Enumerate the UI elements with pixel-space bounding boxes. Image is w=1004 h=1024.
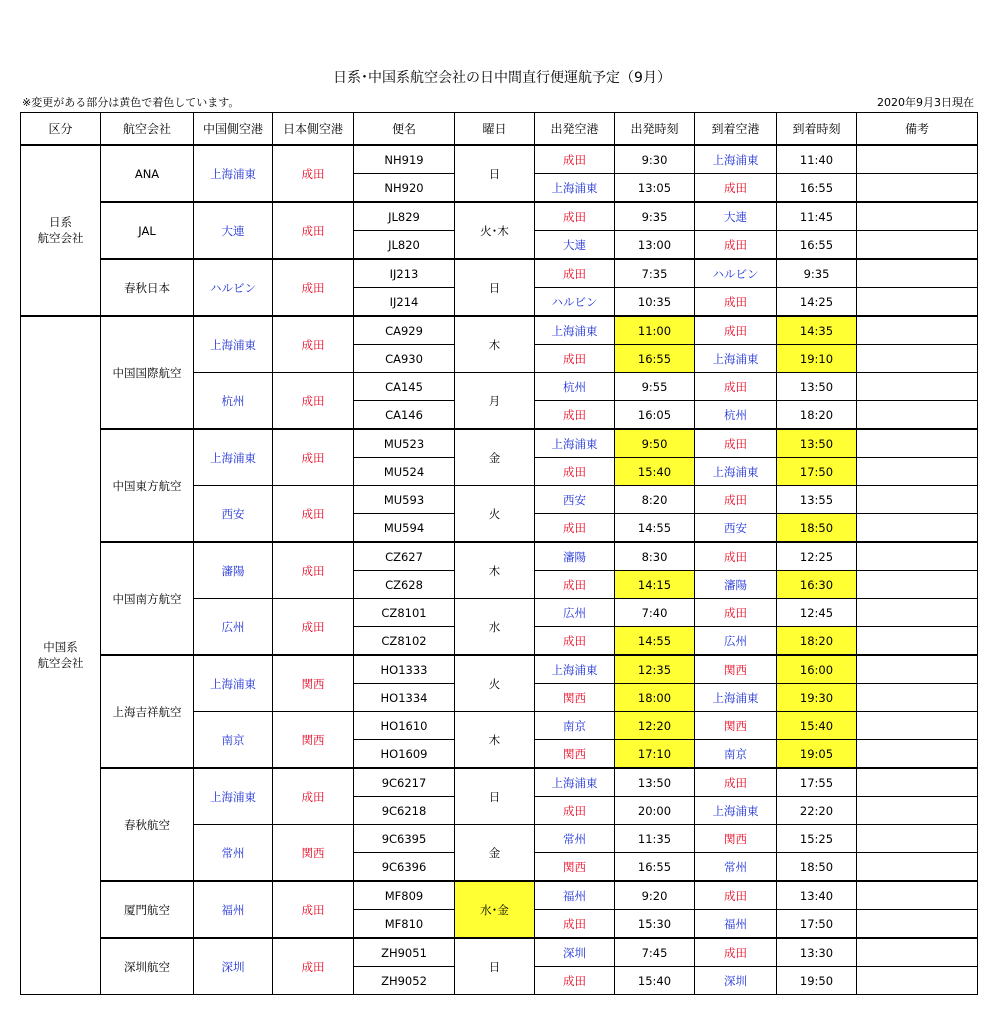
flight-no-cell: HO1609 [354, 740, 455, 769]
flight-no-cell: IJ213 [354, 259, 455, 288]
departure-airport-cell: 成田 [535, 797, 615, 825]
china-airport-cell: 上海浦東 [194, 429, 273, 486]
japan-airport-cell: 成田 [273, 202, 354, 259]
header-row [21, 113, 978, 146]
flight-no-cell: NH919 [354, 145, 455, 174]
header-remarks: 備考 [857, 113, 978, 146]
arrival-airport-cell: 福州 [695, 910, 777, 939]
departure-time-cell: 12:35 [615, 655, 695, 684]
remarks-cell [857, 259, 978, 288]
remarks-cell [857, 373, 978, 401]
table-row [21, 655, 978, 684]
remarks-cell [857, 712, 978, 740]
weekday-cell: 火 [455, 486, 535, 543]
china-airport-cell: 常州 [194, 825, 273, 882]
remarks-cell [857, 429, 978, 458]
remarks-cell [857, 288, 978, 317]
arrival-time-cell: 16:55 [777, 231, 857, 260]
japan-airport-cell: 成田 [273, 373, 354, 430]
arrival-time-cell: 19:50 [777, 967, 857, 995]
flight-no-cell: CA146 [354, 401, 455, 430]
arrival-time-cell: 11:45 [777, 202, 857, 231]
japan-airport-cell: 成田 [273, 938, 354, 995]
china-airport-cell: 福州 [194, 881, 273, 938]
departure-time-cell: 13:50 [615, 768, 695, 797]
header-weekday: 曜日 [455, 113, 535, 146]
remarks-cell [857, 881, 978, 910]
airline-cell: JAL [101, 202, 194, 259]
departure-time-cell: 9:20 [615, 881, 695, 910]
table-row [21, 202, 978, 231]
japan-airport-cell: 関西 [273, 655, 354, 712]
flight-no-cell: CZ628 [354, 571, 455, 599]
arrival-time-cell: 16:55 [777, 174, 857, 203]
arrival-airport-cell: 成田 [695, 486, 777, 514]
page-title: 日系･中国系航空会社の日中間直行便運航予定（9月） [333, 70, 671, 86]
departure-airport-cell: 広州 [535, 599, 615, 627]
japan-airport-cell: 成田 [273, 486, 354, 543]
remarks-cell [857, 655, 978, 684]
weekday-cell: 火･木 [455, 202, 535, 259]
departure-time-cell: 16:55 [615, 345, 695, 373]
departure-airport-cell: 常州 [535, 825, 615, 853]
arrival-airport-cell: 関西 [695, 655, 777, 684]
arrival-airport-cell: 杭州 [695, 401, 777, 430]
flight-no-cell: JL820 [354, 231, 455, 260]
flight-no-cell: ZH9051 [354, 938, 455, 967]
remarks-cell [857, 486, 978, 514]
departure-airport-cell: 上海浦東 [535, 655, 615, 684]
arrival-airport-cell: 成田 [695, 231, 777, 260]
arrival-time-cell: 17:50 [777, 458, 857, 486]
table-row [21, 316, 978, 345]
flight-no-cell: MU524 [354, 458, 455, 486]
flight-no-cell: CZ8101 [354, 599, 455, 627]
japan-airport-cell: 関西 [273, 712, 354, 769]
china-airport-cell: 上海浦東 [194, 145, 273, 202]
weekday-cell: 木 [455, 712, 535, 769]
weekday-cell: 木 [455, 316, 535, 373]
header-japan-airport: 日本側空港 [273, 113, 354, 146]
remarks-cell [857, 514, 978, 543]
remarks-cell [857, 599, 978, 627]
departure-time-cell: 17:10 [615, 740, 695, 769]
flight-no-cell: MF809 [354, 881, 455, 910]
china-airport-cell: 上海浦東 [194, 316, 273, 373]
departure-airport-cell: 成田 [535, 571, 615, 599]
arrival-airport-cell: 瀋陽 [695, 571, 777, 599]
remarks-cell [857, 910, 978, 939]
flight-no-cell: CA929 [354, 316, 455, 345]
arrival-airport-cell: 常州 [695, 853, 777, 882]
departure-airport-cell: 成田 [535, 967, 615, 995]
departure-airport-cell: 成田 [535, 627, 615, 656]
header-china-airport: 中国側空港 [194, 113, 273, 146]
arrival-time-cell: 9:35 [777, 259, 857, 288]
japan-airport-cell: 成田 [273, 881, 354, 938]
airline-cell: 厦門航空 [101, 881, 194, 938]
remarks-cell [857, 571, 978, 599]
arrival-airport-cell: 深圳 [695, 967, 777, 995]
flight-no-cell: MU594 [354, 514, 455, 543]
departure-airport-cell: 福州 [535, 881, 615, 910]
departure-airport-cell: 大連 [535, 231, 615, 260]
flight-no-cell: HO1333 [354, 655, 455, 684]
china-airport-cell: 広州 [194, 599, 273, 656]
arrival-time-cell: 19:30 [777, 684, 857, 712]
departure-time-cell: 15:30 [615, 910, 695, 939]
highlight-note: ※変更がある部分は黄色で着色しています。 [22, 96, 240, 109]
arrival-time-cell: 18:20 [777, 401, 857, 430]
table-row [21, 938, 978, 967]
departure-airport-cell: 瀋陽 [535, 542, 615, 571]
departure-airport-cell: 成田 [535, 458, 615, 486]
table-row [21, 768, 978, 797]
remarks-cell [857, 853, 978, 882]
arrival-time-cell: 12:25 [777, 542, 857, 571]
remarks-cell [857, 938, 978, 967]
arrival-time-cell: 13:50 [777, 373, 857, 401]
arrival-airport-cell: 関西 [695, 712, 777, 740]
table-row [21, 259, 978, 288]
departure-time-cell: 18:00 [615, 684, 695, 712]
japan-airport-cell: 成田 [273, 542, 354, 599]
weekday-cell: 水･金 [455, 881, 535, 938]
arrival-airport-cell: 成田 [695, 768, 777, 797]
arrival-airport-cell: 成田 [695, 174, 777, 203]
departure-time-cell: 14:15 [615, 571, 695, 599]
japan-airport-cell: 成田 [273, 429, 354, 486]
header-arrival-time: 到着時刻 [777, 113, 857, 146]
as-of-date: 2020年9月3日現在 [877, 96, 974, 109]
flight-no-cell: MU523 [354, 429, 455, 458]
remarks-cell [857, 145, 978, 174]
airline-cell: 春秋日本 [101, 259, 194, 316]
remarks-cell [857, 768, 978, 797]
arrival-time-cell: 16:00 [777, 655, 857, 684]
arrival-time-cell: 18:50 [777, 853, 857, 882]
departure-time-cell: 7:45 [615, 938, 695, 967]
remarks-cell [857, 231, 978, 260]
arrival-airport-cell: 西安 [695, 514, 777, 543]
departure-airport-cell: 成田 [535, 401, 615, 430]
arrival-time-cell: 17:50 [777, 910, 857, 939]
arrival-time-cell: 22:20 [777, 797, 857, 825]
departure-time-cell: 9:55 [615, 373, 695, 401]
remarks-cell [857, 316, 978, 345]
arrival-time-cell: 18:20 [777, 627, 857, 656]
weekday-cell: 日 [455, 938, 535, 995]
flight-no-cell: MU593 [354, 486, 455, 514]
arrival-time-cell: 11:40 [777, 145, 857, 174]
china-airport-cell: 上海浦東 [194, 768, 273, 825]
flight-no-cell: 9C6218 [354, 797, 455, 825]
departure-time-cell: 14:55 [615, 627, 695, 656]
flight-no-cell: 9C6217 [354, 768, 455, 797]
remarks-cell [857, 458, 978, 486]
arrival-airport-cell: 上海浦東 [695, 684, 777, 712]
arrival-airport-cell: 上海浦東 [695, 797, 777, 825]
departure-airport-cell: ハルビン [535, 288, 615, 317]
table-row [21, 542, 978, 571]
arrival-time-cell: 19:05 [777, 740, 857, 769]
departure-airport-cell: 関西 [535, 853, 615, 882]
japan-airport-cell: 成田 [273, 259, 354, 316]
remarks-cell [857, 401, 978, 430]
departure-airport-cell: 関西 [535, 740, 615, 769]
departure-time-cell: 14:55 [615, 514, 695, 543]
departure-airport-cell: 西安 [535, 486, 615, 514]
airline-cell: 中国東方航空 [101, 429, 194, 542]
arrival-time-cell: 15:25 [777, 825, 857, 853]
airline-cell: 深圳航空 [101, 938, 194, 995]
arrival-airport-cell: 関西 [695, 825, 777, 853]
departure-time-cell: 9:30 [615, 145, 695, 174]
arrival-time-cell: 14:25 [777, 288, 857, 317]
remarks-cell [857, 542, 978, 571]
table-row [21, 145, 978, 174]
airline-cell: 中国南方航空 [101, 542, 194, 655]
departure-time-cell: 7:40 [615, 599, 695, 627]
flight-no-cell: CZ8102 [354, 627, 455, 656]
category-cell: 中国系 航空会社 [21, 316, 101, 995]
flight-no-cell: 9C6395 [354, 825, 455, 853]
departure-airport-cell: 成田 [535, 145, 615, 174]
departure-time-cell: 10:35 [615, 288, 695, 317]
china-airport-cell: 南京 [194, 712, 273, 769]
arrival-airport-cell: 上海浦東 [695, 345, 777, 373]
japan-airport-cell: 成田 [273, 768, 354, 825]
departure-airport-cell: 成田 [535, 259, 615, 288]
flight-no-cell: 9C6396 [354, 853, 455, 882]
japan-airport-cell: 関西 [273, 825, 354, 882]
arrival-airport-cell: ハルビン [695, 259, 777, 288]
departure-airport-cell: 成田 [535, 345, 615, 373]
departure-time-cell: 15:40 [615, 967, 695, 995]
arrival-airport-cell: 南京 [695, 740, 777, 769]
weekday-cell: 金 [455, 825, 535, 882]
flight-no-cell: HO1334 [354, 684, 455, 712]
schedule-body [21, 145, 978, 995]
weekday-cell: 月 [455, 373, 535, 430]
arrival-time-cell: 13:55 [777, 486, 857, 514]
arrival-time-cell: 13:50 [777, 429, 857, 458]
flight-no-cell: CA145 [354, 373, 455, 401]
departure-airport-cell: 成田 [535, 910, 615, 939]
arrival-airport-cell: 成田 [695, 373, 777, 401]
flight-no-cell: NH920 [354, 174, 455, 203]
weekday-cell: 日 [455, 259, 535, 316]
departure-time-cell: 12:20 [615, 712, 695, 740]
departure-time-cell: 13:05 [615, 174, 695, 203]
remarks-cell [857, 345, 978, 373]
arrival-time-cell: 13:30 [777, 938, 857, 967]
departure-airport-cell: 成田 [535, 514, 615, 543]
remarks-cell [857, 684, 978, 712]
departure-airport-cell: 南京 [535, 712, 615, 740]
departure-airport-cell: 上海浦東 [535, 768, 615, 797]
departure-time-cell: 15:40 [615, 458, 695, 486]
flight-no-cell: MF810 [354, 910, 455, 939]
remarks-cell [857, 202, 978, 231]
departure-time-cell: 11:00 [615, 316, 695, 345]
weekday-cell: 日 [455, 145, 535, 202]
header-airline: 航空会社 [101, 113, 194, 146]
arrival-airport-cell: 成田 [695, 316, 777, 345]
arrival-airport-cell: 成田 [695, 938, 777, 967]
departure-airport-cell: 関西 [535, 684, 615, 712]
japan-airport-cell: 成田 [273, 316, 354, 373]
header-category: 区分 [21, 113, 101, 146]
departure-time-cell: 7:35 [615, 259, 695, 288]
china-airport-cell: 上海浦東 [194, 655, 273, 712]
weekday-cell: 水 [455, 599, 535, 656]
china-airport-cell: 杭州 [194, 373, 273, 430]
header-flight-no: 便名 [354, 113, 455, 146]
weekday-cell: 木 [455, 542, 535, 599]
arrival-airport-cell: 成田 [695, 429, 777, 458]
header-arrival-airport: 到着空港 [695, 113, 777, 146]
china-airport-cell: 瀋陽 [194, 542, 273, 599]
header-departure-airport: 出発空港 [535, 113, 615, 146]
category-cell: 日系 航空会社 [21, 145, 101, 316]
remarks-cell [857, 174, 978, 203]
remarks-cell [857, 825, 978, 853]
airline-cell: 春秋航空 [101, 768, 194, 881]
japan-airport-cell: 成田 [273, 145, 354, 202]
flight-schedule-table [20, 112, 978, 995]
arrival-time-cell: 16:30 [777, 571, 857, 599]
arrival-time-cell: 13:40 [777, 881, 857, 910]
weekday-cell: 火 [455, 655, 535, 712]
arrival-airport-cell: 成田 [695, 599, 777, 627]
china-airport-cell: ハルビン [194, 259, 273, 316]
departure-time-cell: 8:20 [615, 486, 695, 514]
departure-airport-cell: 上海浦東 [535, 174, 615, 203]
china-airport-cell: 大連 [194, 202, 273, 259]
departure-time-cell: 11:35 [615, 825, 695, 853]
arrival-time-cell: 14:35 [777, 316, 857, 345]
flight-no-cell: HO1610 [354, 712, 455, 740]
arrival-airport-cell: 上海浦東 [695, 458, 777, 486]
arrival-airport-cell: 大連 [695, 202, 777, 231]
arrival-time-cell: 18:50 [777, 514, 857, 543]
table-row [21, 881, 978, 910]
weekday-cell: 金 [455, 429, 535, 486]
flight-no-cell: CZ627 [354, 542, 455, 571]
departure-airport-cell: 深圳 [535, 938, 615, 967]
arrival-airport-cell: 上海浦東 [695, 145, 777, 174]
departure-airport-cell: 成田 [535, 202, 615, 231]
header-departure-time: 出発時刻 [615, 113, 695, 146]
departure-airport-cell: 上海浦東 [535, 316, 615, 345]
china-airport-cell: 西安 [194, 486, 273, 543]
flight-no-cell: JL829 [354, 202, 455, 231]
departure-time-cell: 9:50 [615, 429, 695, 458]
departure-airport-cell: 杭州 [535, 373, 615, 401]
flight-no-cell: IJ214 [354, 288, 455, 317]
flight-no-cell: CA930 [354, 345, 455, 373]
arrival-time-cell: 17:55 [777, 768, 857, 797]
remarks-cell [857, 967, 978, 995]
arrival-airport-cell: 成田 [695, 288, 777, 317]
remarks-cell [857, 627, 978, 656]
arrival-airport-cell: 広州 [695, 627, 777, 656]
departure-time-cell: 16:05 [615, 401, 695, 430]
china-airport-cell: 深圳 [194, 938, 273, 995]
departure-time-cell: 13:00 [615, 231, 695, 260]
departure-airport-cell: 上海浦東 [535, 429, 615, 458]
weekday-cell: 日 [455, 768, 535, 825]
departure-time-cell: 9:35 [615, 202, 695, 231]
remarks-cell [857, 740, 978, 769]
remarks-cell [857, 797, 978, 825]
arrival-airport-cell: 成田 [695, 881, 777, 910]
departure-time-cell: 20:00 [615, 797, 695, 825]
arrival-time-cell: 19:10 [777, 345, 857, 373]
airline-cell: ANA [101, 145, 194, 202]
departure-time-cell: 8:30 [615, 542, 695, 571]
departure-time-cell: 16:55 [615, 853, 695, 882]
japan-airport-cell: 成田 [273, 599, 354, 656]
arrival-airport-cell: 成田 [695, 542, 777, 571]
flight-no-cell: ZH9052 [354, 967, 455, 995]
arrival-time-cell: 15:40 [777, 712, 857, 740]
airline-cell: 中国国際航空 [101, 316, 194, 429]
airline-cell: 上海吉祥航空 [101, 655, 194, 768]
arrival-time-cell: 12:45 [777, 599, 857, 627]
table-row [21, 429, 978, 458]
